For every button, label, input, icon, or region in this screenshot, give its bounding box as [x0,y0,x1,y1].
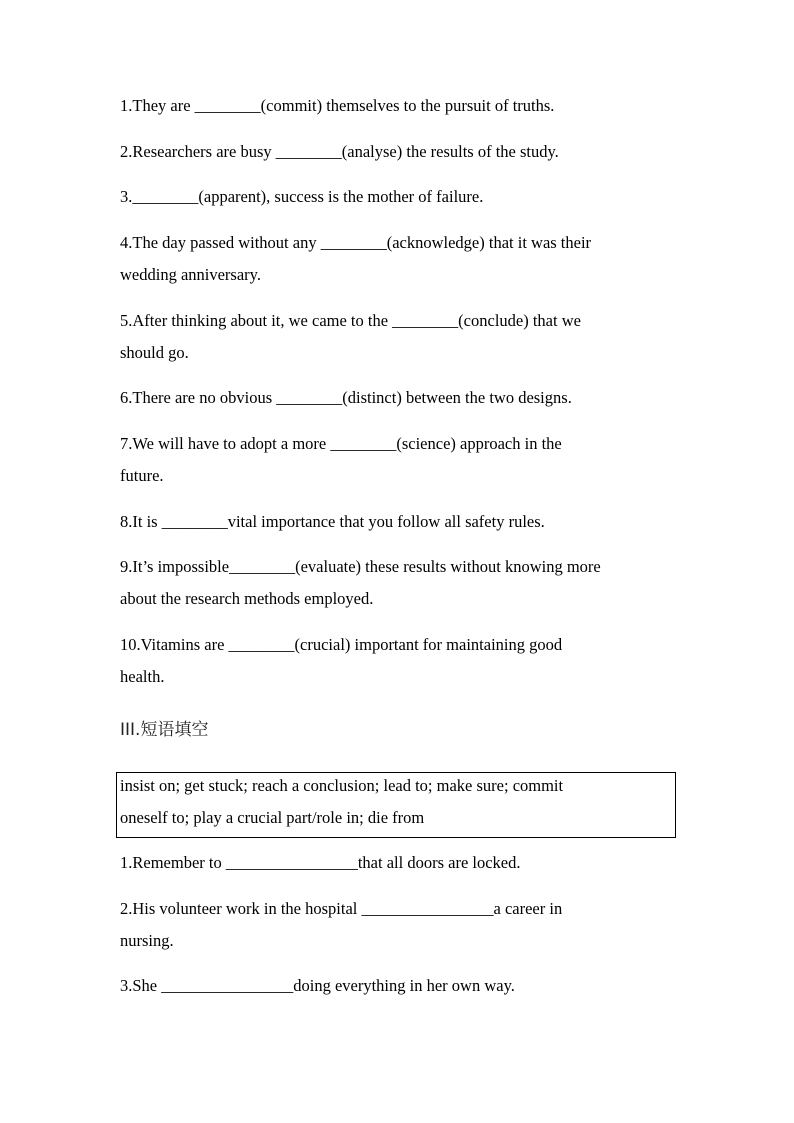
exercise-item-4-continued: wedding anniversary. [120,265,261,284]
phrase-item-3: 3.She ________________doing everything in her own way. [120,976,515,995]
exercise-item-4: 4.The day passed without any ________(acknowledge) that it was their [120,233,592,252]
phrase-bank-line-1: insist on; get stuck; reach a conclusion; lead to; make sure; commit [120,776,564,795]
phrase-item-2: 2.His volunteer work in the hospital ________________a career in [120,899,563,918]
phrase-bank-box [116,772,676,838]
phrase-bank-line-2: oneself to; play a crucial part/role in; die from [120,808,425,827]
exercise-item-10: 10.Vitamins are ________(crucial) important for maintaining good [120,635,563,654]
phrase-item-2-continued: nursing. [120,931,174,950]
exercise-item-5: 5.After thinking about it, we came to the ________(conclude) that we [120,311,581,330]
exercise-item-9-continued: about the research methods employed. [120,589,374,608]
section-heading: III.短语填空 [120,720,209,740]
exercise-item-2: 2.Researchers are busy ________(analyse) the results of the study. [120,142,559,161]
exercise-item-10-continued: health. [120,667,165,686]
exercise-item-8: 8.It is ________vital importance that you follow all safety rules. [120,512,545,531]
exercise-item-3: 3.________(apparent), success is the mother of failure. [120,187,484,206]
phrase-item-1: 1.Remember to ________________that all doors are locked. [120,853,521,872]
exercise-item-5-continued: should go. [120,343,189,362]
exercise-item-7-continued: future. [120,466,164,485]
exercise-item-7: 7.We will have to adopt a more ________(science) approach in the [120,434,562,453]
exercise-item-6: 6.There are no obvious ________(distinct) between the two designs. [120,388,572,407]
exercise-item-9: 9.It’s impossible________(evaluate) these results without knowing more [120,557,601,576]
exercise-item-1: 1.They are ________(commit) themselves to the pursuit of truths. [120,96,555,115]
